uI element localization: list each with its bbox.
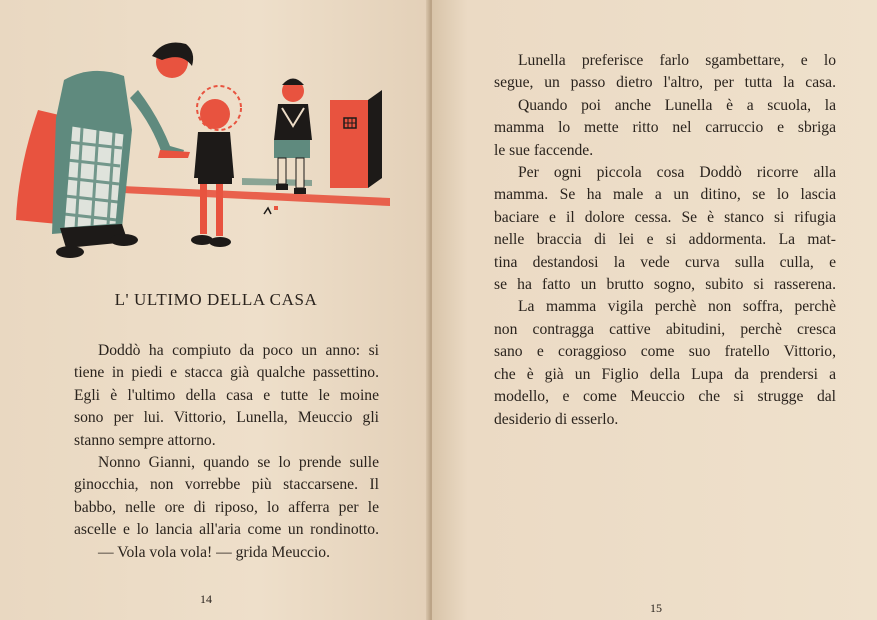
text-line: mamma lo mette ritto nel carruccio e sbriga bbox=[494, 119, 836, 137]
text-line: Nonno Gianni, quando se lo prende sulle bbox=[98, 454, 379, 472]
text-line: segue, un passo dietro l'altro, per tutta la casa. bbox=[494, 74, 836, 92]
chapter-title: L' ULTIMO DELLA CASA bbox=[114, 290, 318, 309]
text-line: tina destandosi la vede curva sulla culla, e bbox=[494, 253, 836, 271]
text-line: Quando poi anche Lunella è a scuola, la bbox=[518, 96, 836, 114]
text-line: baciare e il dolore cessa. Se è stanco si rifugia bbox=[494, 208, 836, 226]
text-line: se ha fatto un brutto sogno, subito si rasserena. bbox=[494, 276, 836, 294]
left-page-text bbox=[74, 340, 379, 564]
text-line: sano e coraggioso come suo fratello Vittorio, bbox=[494, 343, 836, 361]
text-line: tiene in piedi e stacca già qualche passettino. bbox=[74, 364, 379, 382]
text-line: babbo, nelle ore di riposo, lo afferra per le bbox=[74, 498, 379, 516]
text-line: nelle braccia di lei e si addormenta. La mat- bbox=[494, 231, 836, 249]
text-line: La mamma vigila perchè non soffra, perchè bbox=[518, 298, 836, 316]
text-line: ascelle e lo lancia all'aria come un rondinotto. bbox=[74, 521, 379, 539]
text-line: Egli è l'ultimo della casa e tutte le moine bbox=[74, 386, 379, 404]
text-line: stanno sempre attorno. bbox=[74, 431, 216, 449]
text-line: che è già un Figlio della Lupa da prendersi a bbox=[494, 365, 836, 383]
text-line: modello, e come Meuccio che si strugge dal bbox=[494, 388, 836, 406]
text-line: non contragga cattive abitudini, perchè cresca bbox=[494, 320, 836, 338]
text-line: Lunella preferisce farlo sgambettare, e lo bbox=[518, 52, 836, 69]
text-line: sono per lui. Vittorio, Lunella, Meuccio gli bbox=[74, 409, 379, 427]
text-line: desiderio di esserlo. bbox=[494, 410, 619, 428]
page-number: 14 bbox=[200, 592, 212, 606]
right-page-text bbox=[494, 50, 836, 431]
page-number: 15 bbox=[650, 601, 662, 615]
text-line: le sue faccende. bbox=[494, 141, 594, 159]
illustration-grandmother-and-children bbox=[12, 38, 392, 270]
text-line: — Vola vola vola! — grida Meuccio. bbox=[98, 543, 330, 561]
text-line: ginocchia, non vorrebbe più staccarsene. Il bbox=[74, 476, 379, 494]
text-line: mamma. Se ha male a un ditino, se lo lascia bbox=[494, 186, 836, 204]
left-page bbox=[0, 0, 432, 620]
text-line: Doddò ha compiuto da poco un anno: si bbox=[98, 342, 379, 359]
text-line: Per ogni piccola cosa Doddò ricorre alla bbox=[518, 164, 836, 182]
